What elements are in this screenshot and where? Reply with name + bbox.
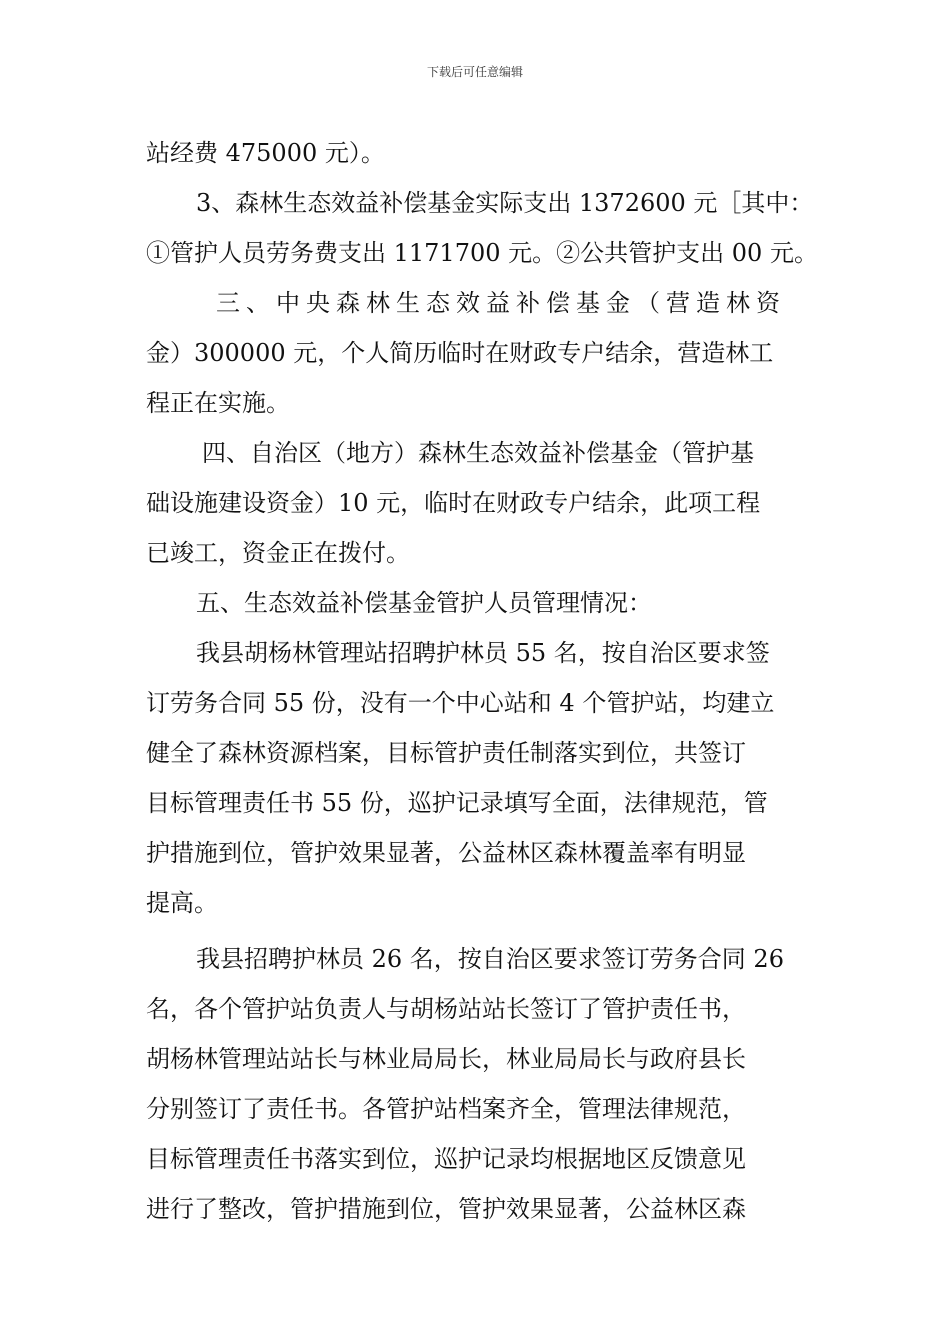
document-body [146, 128, 816, 1234]
text-line: 护措施到位，管护效果显著，公益林区森林覆盖率有明显 [146, 839, 746, 867]
text-line: 分别签订了责任书。各管护站档案齐全，管理法律规范， [146, 1095, 746, 1123]
text-line: 程正在实施。 [146, 389, 290, 417]
text-line: 健全了森林资源档案，目标管护责任制落实到位，共签订 [146, 739, 746, 767]
text-line: 础设施建设资金）10 元，临时在财政专户结余，此项工程 [146, 489, 761, 517]
text-line: 站经费 475000 元）。 [146, 139, 385, 167]
text-line: 进行了整改，管护措施到位，管护效果显著，公益林区森 [146, 1195, 746, 1223]
text-line: ①管护人员劳务费支出 1171700 元。②公共管护支出 00 元。 [146, 239, 818, 267]
page-header: 下载后可任意编辑 [426, 65, 523, 79]
text-line: 订劳务合同 55 份，没有一个中心站和 4 个管护站，均建立 [146, 689, 775, 717]
text-line: 金）300000 元，个人简历临时在财政专户结余，营造林工 [146, 339, 774, 367]
text-line: 目标管理责任书落实到位，巡护记录均根据地区反馈意见 [146, 1145, 746, 1173]
text-line: 我县胡杨林管理站招聘护林员 55 名，按自治区要求签 [196, 639, 770, 667]
text-line: 名，各个管护站负责人与胡杨站站长签订了管护责任书， [146, 995, 746, 1023]
text-line: 胡杨林管理站站长与林业局局长，林业局局长与政府县长 [146, 1045, 746, 1073]
text-line: 3、森林生态效益补偿基金实际支出 1372600 元［其中： [196, 189, 814, 217]
text-line: 提高。 [146, 889, 218, 917]
text-line: 四、自治区（地方）森林生态效益补偿基金（管护基 [202, 439, 754, 467]
text-line: 已竣工，资金正在拨付。 [146, 539, 410, 567]
text-line: 目标管理责任书 55 份，巡护记录填写全面，法律规范，管 [146, 789, 768, 817]
text-line: 我县招聘护林员 26 名，按自治区要求签订劳务合同 26 [196, 945, 784, 973]
text-line: 三、中央森林生态效益补偿基金（营造林资 [216, 289, 786, 317]
text-line: 五、生态效益补偿基金管护人员管理情况： [196, 589, 652, 617]
